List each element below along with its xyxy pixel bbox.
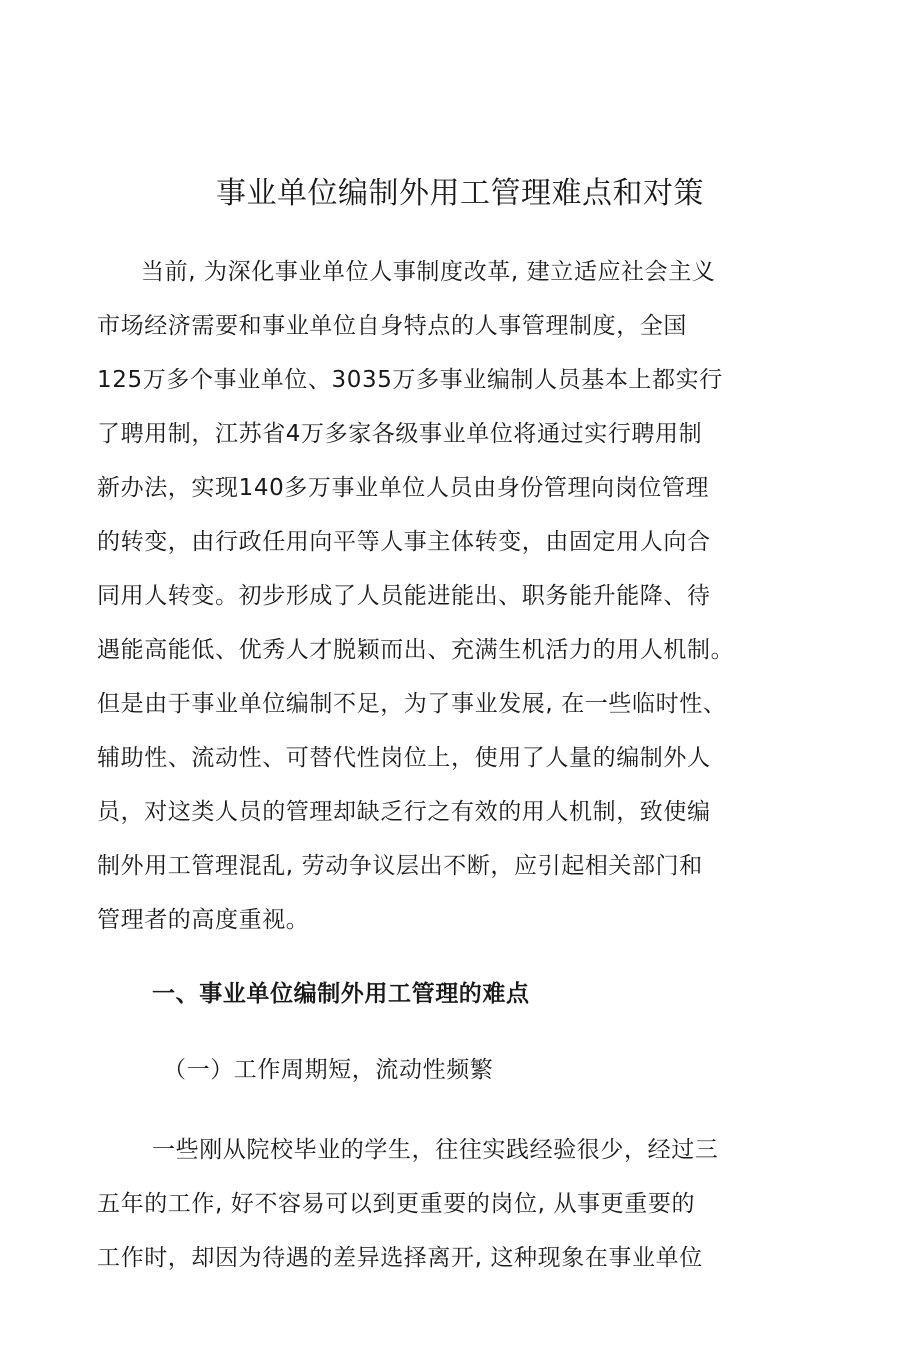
subsection-heading: （一）工作周期短，流动性频繁 bbox=[163, 1057, 494, 1083]
intro-line-1: 当前, 为深化事业单位人事制度改革, 建立适应社会主义 bbox=[141, 259, 716, 285]
section-heading: 一、事业单位编制外用工管理的难点 bbox=[152, 981, 530, 1007]
para2-line-1: 一些刚从院校毕业的学生，往往实践经验很少，经过三 bbox=[152, 1137, 719, 1163]
document-title: 事业单位编制外用工管理难点和对策 bbox=[216, 176, 704, 211]
intro-line-5: 新办法，实现140多万事业单位人员由身份管理向岗位管理 bbox=[97, 475, 710, 501]
intro-line-12: 制外用工管理混乱, 劳动争议层出不断，应引起相关部门和 bbox=[97, 853, 703, 879]
para2-line-3: 工作时，却因为待遇的差异选择离开, 这种现象在事业单位 bbox=[97, 1245, 703, 1271]
intro-line-2: 市场经济需要和事业单位自身特点的人事管理制度，全国 bbox=[97, 313, 687, 339]
intro-line-10: 辅助性、流动性、可替代性岗位上，使用了人量的编制外人 bbox=[97, 745, 711, 771]
intro-line-3: 125万多个事业单位、3035万多事业编制人员基本上都实行 bbox=[97, 367, 723, 393]
para2-line-2: 五年的工作, 好不容易可以到更重要的岗位, 从事更重要的 bbox=[97, 1191, 696, 1217]
intro-line-4: 了聘用制，江苏省4万多家各级事业单位将通过实行聘用制 bbox=[97, 421, 703, 447]
intro-line-13: 管理者的高度重视。 bbox=[97, 907, 310, 933]
intro-line-8: 遇能高能低、优秀人才脱颖而出、充满生机活力的用人机制。 bbox=[97, 637, 735, 663]
intro-line-7: 同用人转变。初步形成了人员能进能出、职务能升能降、待 bbox=[97, 583, 711, 609]
intro-line-11: 员，对这类人员的管理却缺乏行之有效的用人机制，致使编 bbox=[97, 799, 711, 825]
intro-line-6: 的转变，由行政任用向平等人事主体转变，由固定用人向合 bbox=[97, 529, 711, 555]
intro-line-9: 但是由于事业单位编制不足，为了事业发展, 在一些临时性、 bbox=[97, 691, 727, 717]
